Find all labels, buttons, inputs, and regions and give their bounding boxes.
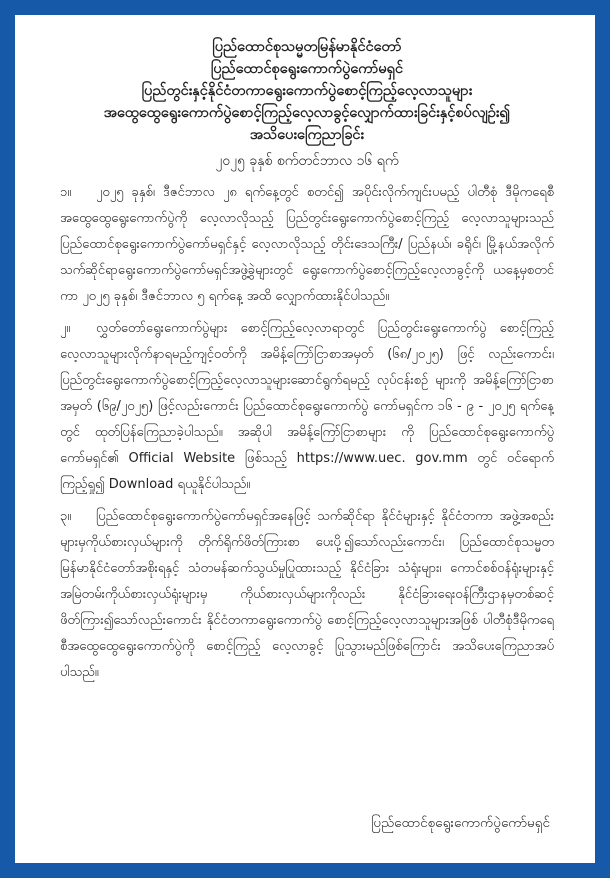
header-line-subject: အထွေထွေရွေးကောက်ပွဲစောင့်ကြည့်လေ့လာခွင့်လျှောက်ထားခြင်းနှင့်စပ်လျဉ်း၍ [103,105,511,121]
paragraph-text: ၂၀၂၅ ခုနှစ်၊ ဒီဇင်ဘာလ ၂၈ ရက်နေ့တွင် စတင်၍ အပိုင်းလိုက်ကျင်းပမည့် ပါတီစုံ ဒီမိုကရေစီအထွေထွေရွေးကောက်ပွဲကို လေ့လာလိုသည့် ပြည်တွင်းရွေးကောက်ပွဲစောင့်ကြည့် လေ့လာသူများသည် ပြည်ထောင်စုရွေးကောက်ပွဲကော်မရှင်နှင့် လေ့လာလိုသည့် တိုင်းဒေသကြီး/ ပြည်နယ်၊ ခရိုင်၊ မြို့နယ်အလိုက် သက်ဆိုင်ရာရွေးကောက်ပွဲကော်မရှင်အဖွဲ့ခွဲများတွင် ရွေးကောက်ပွဲစောင့်ကြည့်လေ့လာခွင့်ကို ယနေ့မှစတင်ကာ ၂၀၂၅ ခုနှစ်၊ ဒီဇင်ဘာလ ၅ ရက်နေ့ အထိ လျှောက်ထားနိုင်ပါသည်။ [60,185,554,304]
header-line-commission: ပြည်ထောင်စုရွေးကောက်ပွဲကော်မရှင် [210,61,404,77]
announcement-body [30,30,580,848]
paragraph-number: ၃။ [60,509,72,524]
paragraph-3 [60,504,554,686]
paragraph-text: လွှတ်တော်ရွေးကောက်ပွဲများ စောင့်ကြည့်လေ့လာရာတွင် ပြည်တွင်းရွေးကောက်ပွဲ စောင့်ကြည့်လေ့လာသူများလိုက်နာရမည့်ကျင့်ဝတ်ကို အမိန့်ကြော်ငြာစာအမှတ် (၆၈/၂၀၂၅) ဖြင့် လည်းကောင်း၊ ပြည်တွင်းရွေးကောက်ပွဲစောင့်ကြည့်လေ့လာသူများဆောင်ရွက်ရမည့် လုပ်ငန်းစဉ် များကို အမိန့်ကြော်ငြာစာအမှတ် (၆၉/၂၀၂၅) ဖြင့်လည်းကောင်း ပြည်ထောင်စုရွေးကောက်ပွဲ ကော်မရှင်က ၁၆ - ၉ - ၂၀၂၅ ရက်နေ့တွင် ထုတ်ပြန်ကြေညာခဲ့ပါသည်။ အဆိုပါ အမိန့်ကြော်ငြာစာများ ကို ပြည်ထောင်စုရွေးကောက်ပွဲကော်မရှင်၏ Official Website ဖြစ်သည့် https://www.uec. gov.mm တွင် ဝင်ရောက်ကြည့်ရှု၍ Download ရယူနိုင်ပါသည်။ [60,321,554,492]
announcement-date: ၂၀၂၅ ခုနှစ် စက်တင်ဘာလ ၁၆ ရက် [215,153,399,169]
paragraph-number: ၂။ [60,321,71,336]
signature: ပြည်ထောင်စုရွေးကောက်ပွဲကော်မရှင် [371,815,550,831]
announcement-header [60,36,554,172]
header-line-announcement: အသိပေးကြေညာခြင်း [249,127,365,143]
header-line-observers: ပြည်တွင်းနှင့်နိုင်ငံတကာရွေးကောက်ပွဲစောင့်ကြည့်လေ့လာသူများ [141,83,473,99]
paragraph-text: ပြည်ထောင်စုရွေးကောက်ပွဲကော်မရှင်အနေဖြင့် သက်ဆိုင်ရာ နိုင်ငံများနှင့် နိုင်ငံတကာ အဖွဲ့အစည်းများမှကိုယ်စားလှယ်များကို တိုက်ရိုက်ဖိတ်ကြားစာ ပေးပို့၍သော်လည်းကောင်း၊ ပြည်ထောင်စုသမ္မတမြန်မာနိုင်ငံတော်အစိုးရနှင့် သံတမန်ဆက်သွယ်မှုပြုထားသည့် နိုင်ငံခြား သံရုံးများ၊ ကောင်စစ်ဝန်ရုံးများနှင့် အမြဲတမ်းကိုယ်စားလှယ်ရုံးများမှ ကိုယ်စားလှယ်များကိုလည်း နိုင်ငံခြားရေးဝန်ကြီးဌာနမှတစ်ဆင့် ဖိတ်ကြား၍သော်လည်းကောင်း နိုင်ငံတကာရွေးကောက်ပွဲ စောင့်ကြည့်လေ့လာသူများအဖြစ် ပါတီစုံဒီမိုကရေစီအထွေထွေရွေးကောက်ပွဲကို စောင့်ကြည့် လေ့လာခွင့် ပြုသွားမည်ဖြစ်ကြောင်း အသိပေးကြေညာအပ်ပါသည်။ [60,509,554,680]
paragraph-2 [60,316,554,498]
paragraph-number: ၁။ [60,185,72,200]
paragraph-1 [60,180,554,310]
header-line-country: ပြည်ထောင်စုသမ္မတမြန်မာနိုင်ငံတော် [212,39,402,55]
